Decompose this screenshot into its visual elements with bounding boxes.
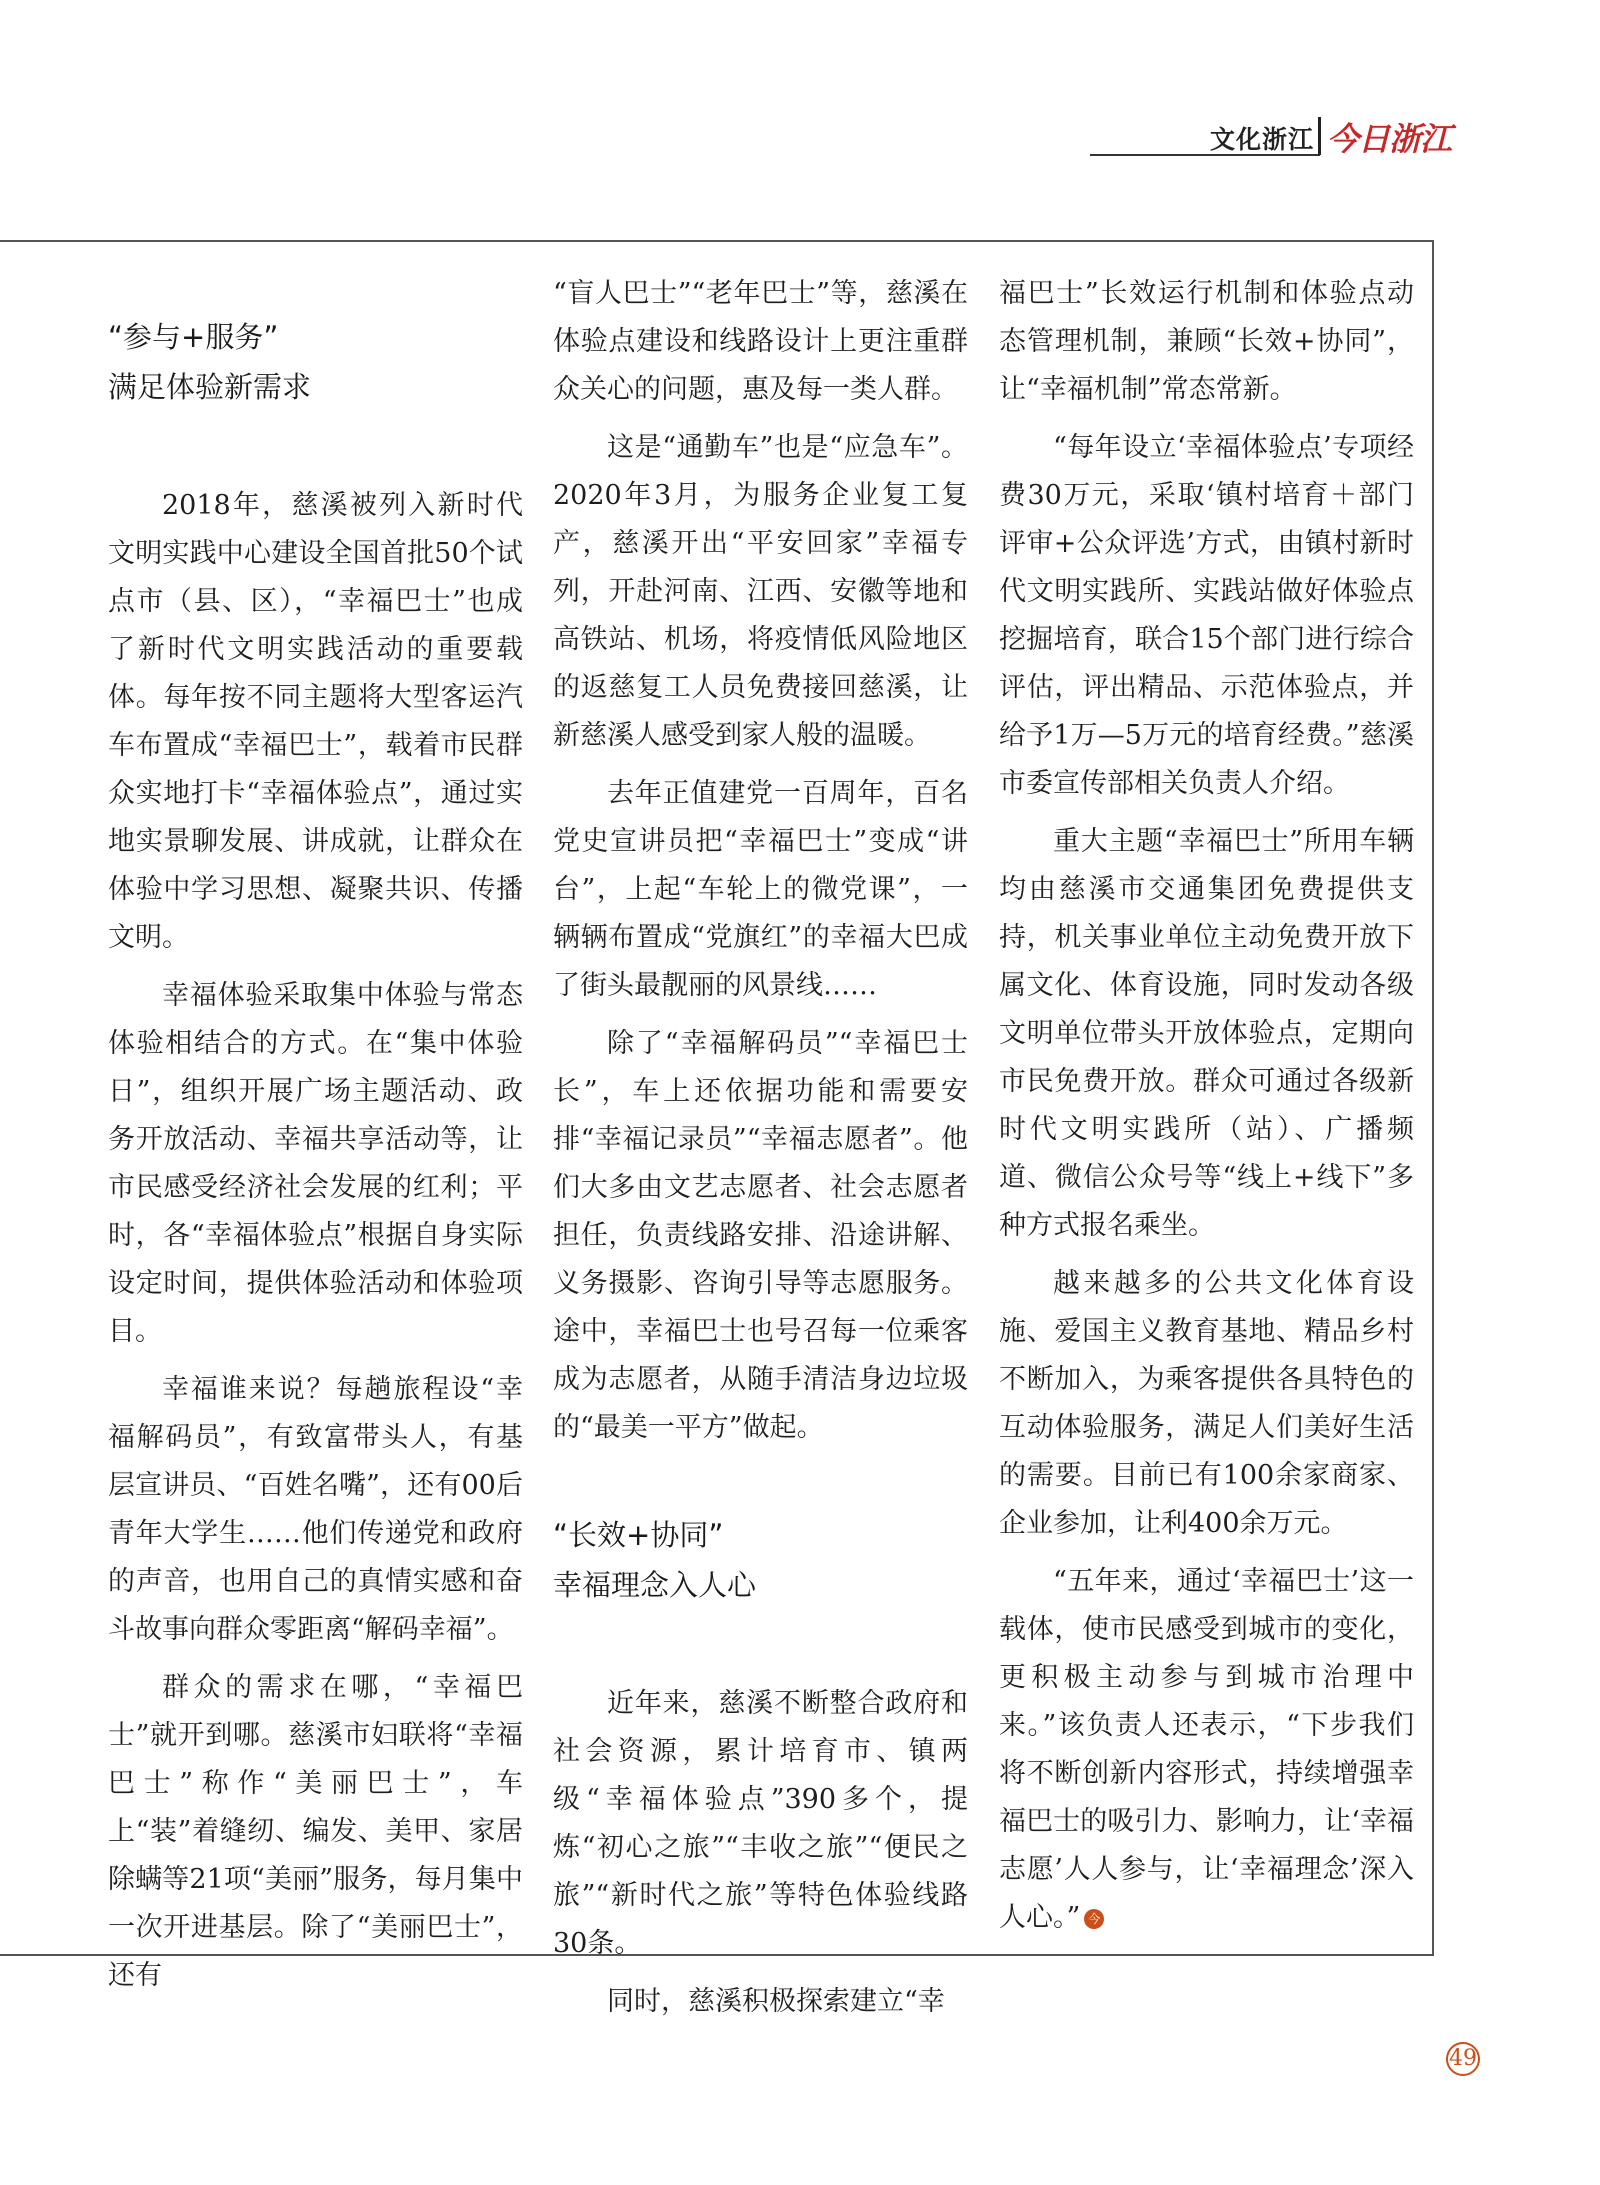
subhead-participation-service [108,312,523,412]
paragraph: 幸福体验采取集中体验与常态体验相结合的方式。在“集中体验日”，组织开展广场主题活动、政务开放活动、幸福共享活动等，让市民感受经济社会发展的红利；平时，各“幸福体验点”根据自身实际设定时间，提供体验活动和体验项目。 [108,980,523,1347]
paragraph: 这是“通勤车”也是“应急车”。2020年3月，为服务企业复工复产，慈溪开出“平安回家”幸福专列，开赴河南、江西、安徽等地和高铁站、机场，将疫情低风险地区的返慈复工人员免费接回慈溪，让新慈溪人感受到家人般的温暖。 [553,432,968,751]
end-mark-icon: 今 [1084,1909,1104,1929]
paragraph: 同时，慈溪积极探索建立“幸 [607,1986,945,2017]
paragraph: 重大主题“幸福巴士”所用车辆均由慈溪市交通集团免费提供支持，机关事业单位主动免费开放下属文化、体育设施，同时发动各级文明单位带头开放体验点，定期向市民免费开放。群众可通过各级新时代文明实践所（站）、广播频道、微信公众号等“线上+线下”多种方式报名乘坐。 [999,826,1414,1241]
section-name: 文化浙江 [1210,125,1315,154]
paragraph: 去年正值建党一百周年，百名党史宣讲员把“幸福巴士”变成“讲台”，上起“车轮上的微党课”，一辆辆布置成“党旗红”的幸福大巴成了街头最靓丽的风景线…… [553,778,968,1001]
paragraph-continued: “盲人巴士”“老年巴士”等，慈溪在体验点建设和线路设计上更注重群众关心的问题，惠及每一类人群。 [553,278,968,405]
paragraph: 近年来，慈溪不断整合政府和社会资源，累计培育市、镇两级“幸福体验点”390多个，提炼“初心之旅”“丰收之旅”“便民之旅”“新时代之旅”等特色体验线路30条。 [553,1688,968,1959]
subhead-line: “参与+服务” [108,320,279,354]
paragraph: 除了“幸福解码员”“幸福巴士长”，车上还依据功能和需要安排“幸福记录员”“幸福志愿者”。他们大多由文艺志愿者、社会志愿者担任，负责线路安排、沿途讲解、义务摄影、咨询引导等志愿服务。途中，幸福巴士也号召每一位乘客成为志愿者，从随手清洁身边垃圾的“最美一平方”做起。 [553,1028,968,1443]
subhead-longterm-synergy [553,1510,968,1610]
subhead-line: “长效+协同” [553,1518,724,1552]
subhead-line: 满足体验新需求 [108,370,312,404]
page-number: 49 [1446,2042,1480,2076]
magazine-logo: 今日浙江 [1327,120,1452,158]
paragraph: 群众的需求在哪，“幸福巴士”就开到哪。慈溪市妇联将“幸福巴士”称作“美丽巴士”，车上“装”着缝纫、编发、美甲、家居除螨等21项“美丽”服务，每月集中一次开进基层。除了“美丽巴士”，还有 [108,1672,523,1991]
column-1 [108,270,523,2000]
paragraph-continued: 福巴士”长效运行机制和体验点动态管理机制，兼顾“长效+协同”，让“幸福机制”常态常新。 [999,278,1414,405]
paragraph: “每年设立‘幸福体验点’专项经费30万元，采取‘镇村培育＋部门评审+公众评选’方式，由镇村新时代文明实践所、实践站做好体验点挖掘培育，联合15个部门进行综合评估，评出精品、示范体验点，并给予1万—5万元的培育经费。”慈溪市委宣传部相关负责人介绍。 [999,432,1414,799]
paragraph: 越来越多的公共文化体育设施、爱国主义教育基地、精品乡村不断加入，为乘客提供各具特色的互动体验服务，满足人们美好生活的需要。目前已有100余家商家、企业参加，让利400余万元。 [999,1268,1414,1539]
column-3 [999,270,1414,1942]
paragraph: 2018年，慈溪被列入新时代文明实践中心建设全国首批50个试点市（县、区），“幸福巴士”也成了新时代文明实践活动的重要载体。每年按不同主题将大型客运汽车布置成“幸福巴士”，载着市民群众实地打卡“幸福体验点”，通过实地实景聊发展、讲成就，让群众在体验中学习思想、凝聚共识、传播文明。 [108,490,523,953]
subhead-line: 幸福理念入人心 [553,1568,757,1602]
paragraph-final [999,1558,1414,1942]
column-2 [553,270,968,2026]
paragraph-text: “五年来，通过‘幸福巴士’这一载体，使市民感受到城市的变化，更积极主动参与到城市治理中来。”该负责人还表示，“下步我们将不断创新内容形式，持续增强幸福巴士的吸引力、影响力，让‘幸福志愿’人人参与，让‘幸福理念’深入人心。” [999,1566,1414,1933]
header-divider [1318,117,1321,155]
paragraph: 幸福谁来说？每趟旅程设“幸福解码员”，有致富带头人，有基层宣讲员、“百姓名嘴”，还有00后青年大学生……他们传递党和政府的声音，也用自己的真情实感和奋斗故事向群众零距离“解码幸福”。 [108,1374,523,1645]
